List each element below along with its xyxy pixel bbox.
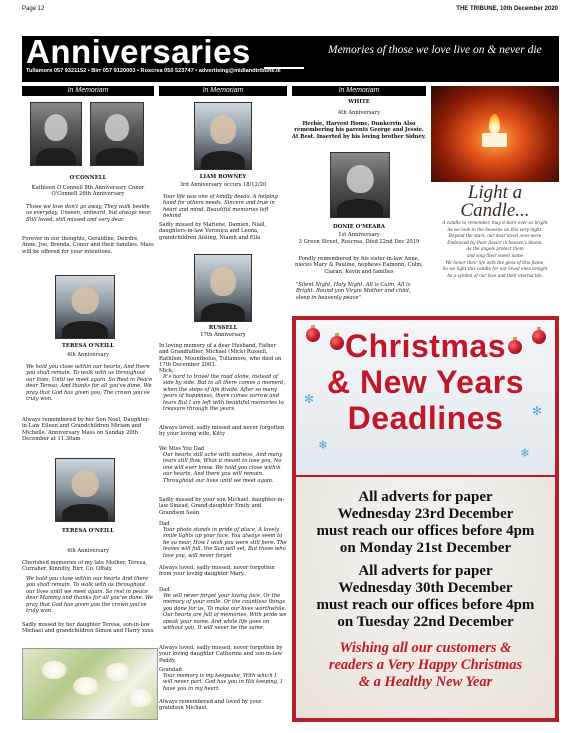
candle-poem [435,220,555,279]
notice-sign-russell-2: Sadly missed by your son Michael, daughter-in-law Sinead, Grand-daughter Emily and Grandson Seán [159,497,285,516]
photo-michael-russell [194,254,252,322]
notice-closing-liam: Sadly missed by Marlene, Damien, Niall, daughters-in-law Veronica and Leona, grandchildren Aisling, Niamh and Ella [159,222,267,241]
col2-header: In Memoriam [159,86,287,96]
notice-verse-russell-2: Our hearts still ache with sadness, And many tears still flow, What it meant to lose you, No one will ever know. We hold you close within our hearts, And there you will remain. Throughout our lives until we meet again. [163,452,283,484]
notice-anniv-russell: 17th Anniversary [200,332,246,338]
notice-anniv-liam: 3rd Anniversary occurs 18/12/20 [179,182,267,188]
candle-poem-line: Embraced by their Savior in heaven's bloom. [447,239,543,245]
notice-anniv-white: 4th Anniversary [337,110,381,116]
notice-verse-liam: Your life was one of kindly deeds. A helping hand for others needs. Sincere and true in heart and mind. Beautiful memories left behind [163,194,278,220]
notice-closing-teresa-2: Sadly missed by her daughter Teresa, son-in-law Michael and grandchildren Simon and Harry xxxx [22,622,154,635]
notice-anniv-donie: 1st Anniversary [338,232,380,238]
page-header [22,6,558,16]
candle-image [431,86,559,182]
candle-poem-line: Beyond the stars, our dear loved ones were [448,233,542,239]
notice-verse-teresa-2: We hold you close within our hearts And there you shall remain. To walk with us throughout our lives until we meet again. So rest in peace dear Mammy and thanks for all you've done. We pray that God has given you the crown you've truly won. [26,576,153,615]
notice-sign-russell-4: Always loved, sadly missed, never forgotten by your loving daughter Catherine and son-in-law Paddy. [159,645,283,664]
notice-anniv-teresa-2: 4th Anniversary [66,548,110,554]
notice-sign-russell-1: Always loved, sadly missed and never forgotten by your loving wife, Kitty [159,425,285,438]
candle-poem-line: We honor their life with the glow of this flame, [445,259,545,265]
notice-name-donie: DONIE O'MEARA [332,224,386,230]
notice-verse-russell-4: We will never forget your loving face, Or the memory of your smile. Or the countless things you done for us, To make our lives worthwhile. Our hearts are full of memories, With pride we speak your name. And while life goes on without you, It will never be the same. [163,593,287,632]
notice-intro-teresa-2: Cherished memories of my late Mother, Teresa, Curraher, Kinnitty, Birr, Co. Offaly. [22,560,148,573]
notice-name-teresa-1: TERESA O'NEILL [61,343,115,349]
candle-icon [482,133,507,147]
candle-poem-line: As we look to the heavens on this very night. [447,226,543,232]
notice-closing-oconnell: Forever in our thoughts, Geraldine, Deirdre, Anne, Joe, Brenda, Conor and their families. Mass will be offered for your intentions. [22,236,154,255]
col1-header: In Memoriam [22,86,154,96]
notice-name-russell: RUSSELL [208,325,238,331]
snowflake-icon: ✻ [532,404,543,418]
candle-poem-line: So we light this candle for our loved ones tonight [442,266,548,272]
ad-heading-new-years: & New Years [326,364,525,400]
photo-liam-rowney [194,102,252,170]
page-number: Page 12 [22,6,45,12]
flower-image [22,648,158,720]
notice-dad-2: Dad [159,587,170,593]
notice-name-oconnell: O'CONNELL [69,175,107,181]
notice-quote-donie: "Silent Night, Holy Night. All is Calm, All is Bright. Round yon Virgin Mother and child, sleep in heavenly peace" [296,282,411,301]
notice-verse-russell-5: Your memory is my keepsake, With which I will never part. God has you in His keeping, I have you in my heart. [163,673,283,692]
contact-line: Tullamore 057 9321152 • Birr 057 9120003 • Roscrea 050 523747 • advertising@midlandtribune.ie [26,68,281,74]
notice-name-teresa-2: TERESA O'NEILL [61,528,115,534]
issue-date: THE TRIBUNE, 10th December 2020 [456,6,558,12]
ad-top-panel [296,320,555,475]
notice-verse-russell-1: It's hard to travel the road alone, instead of side by side. But to all there comes a moment, when the steps of life divide. After so many years of happiness, there comes sorrow and tears But I am left with beautiful memories to treasure through the years. [163,374,285,413]
notice-head-russell-2: We Miss You Dad [159,446,205,452]
candle-flame-icon [489,114,500,134]
candle-poem-line: As a symbol of our love and their eternal life. [447,272,543,278]
ad-heading-deadlines: Deadlines [347,400,504,436]
section-title: Anniversaries [26,33,251,70]
notice-addr-donie: 3 Green Street, Roscrea. Died 22nd Dec 2019 [298,239,420,245]
light-a-candle-panel [431,86,559,316]
notice-verse-russell-3: Your photo stands in pride of place, A lovely smile lights up your face, You always seem to be so near, How I wish you were still here. The leaves will fall, the Sun will set, But those who love you, will never forget [163,527,287,559]
candle-poem-line: As the angels protect them [466,246,524,252]
notice-mick: Mick, [159,368,174,374]
candle-poem-line: A candle to remember, may it burn ever so bright [442,220,548,225]
candle-title: Light a Candle... [460,182,530,221]
candle-poem-line: and sing their sweet name [466,252,524,258]
notice-sign-russell-3: Always loved, sadly missed, never forgotten from your loving daughter Mary. [159,565,275,578]
photo-donie-omeara [330,152,390,218]
notice-closing-teresa-1: Always remembered by her Son Noel, Daughter-in-Law Eileen and Grandchildren Miriam and Michelle. Anniversary Mass on Sunday 20th December at 11.30am [22,417,150,443]
notice-anniv-teresa-1: 4th Anniversary [66,352,110,358]
snowflake-icon: ✻ [304,392,315,406]
snowflake-icon: ❄ [520,446,531,460]
notice-body-donie: Fondly remembered by his sister-in-law Anne, nieces Mary & Pauline, nephews Eamonn, Colm, Ciaran, Kevin and families [295,256,423,275]
notice-dad-1: Dad [159,521,170,527]
photo-conor-oconnell [90,102,144,166]
notice-grandad: Grandad [159,667,182,673]
photo-teresa-oneill-1 [55,275,115,339]
ad-bottom-panel [296,477,555,718]
notice-verse-oconnell: Those we love don't go away, They walk beside us everyday, Unseen, unheard, but always near. Still loved, still missed and very dear. [26,204,152,223]
notice-body-white: Herbie, Harvest Home, Dunkerrin Also remembering his parents George and Jessie. At Rest. Inserted by his loving brother Sidney. [292,121,426,140]
photo-teresa-oneill-2 [55,458,115,522]
snowflake-icon: ❄ [318,438,329,452]
notice-intro-oconnell: Kathleen O'Connell 8th Anniversary Conor O'Connell 26th Anniversary [31,185,145,198]
notice-intro-russell: In loving memory of a dear Husband, Father and Grandfather, Michael (Mick) Russell, Rathlion, Mountbolus, Tullamore, who died on 17th December 2003. [159,343,282,369]
col3-header: In Memoriam [292,86,426,96]
christmas-deadlines-ad [292,316,559,722]
ad-seasons-greeting: Wishing all our customers & readers a Very Happy Christmas & a Healthy New Year [328,640,523,690]
ad-deadline-1: All adverts for paper Wednesday 23rd December must reach our offices before 4pm on Monday 21st December [316,489,535,556]
masthead [22,33,559,82]
notice-name-liam: LIAM ROWNEY [199,174,247,180]
ad-heading-christmas: Christmas [345,328,506,364]
section-tagline: Memories of those we love live on & never die [328,44,542,56]
notice-name-white: WHITE [348,99,370,105]
notice-verse-teresa-1: We hold you close within our hearts, And there you shall remain. To walk with us throughout our lives, Until we meet again. So Rest in Peace dear Teresa, And thanks for all you've done, We pray that God has given you, The crown you've truly won. [26,364,153,403]
notice-sign-russell-5: Always remembered and loved by your grandson Michael. [159,699,262,712]
ad-deadline-2: All adverts for paper Wednesday 30th December must reach our offices before 4pm on Tuesday 22nd December [316,563,535,630]
photo-kathleen-oconnell [30,102,82,166]
